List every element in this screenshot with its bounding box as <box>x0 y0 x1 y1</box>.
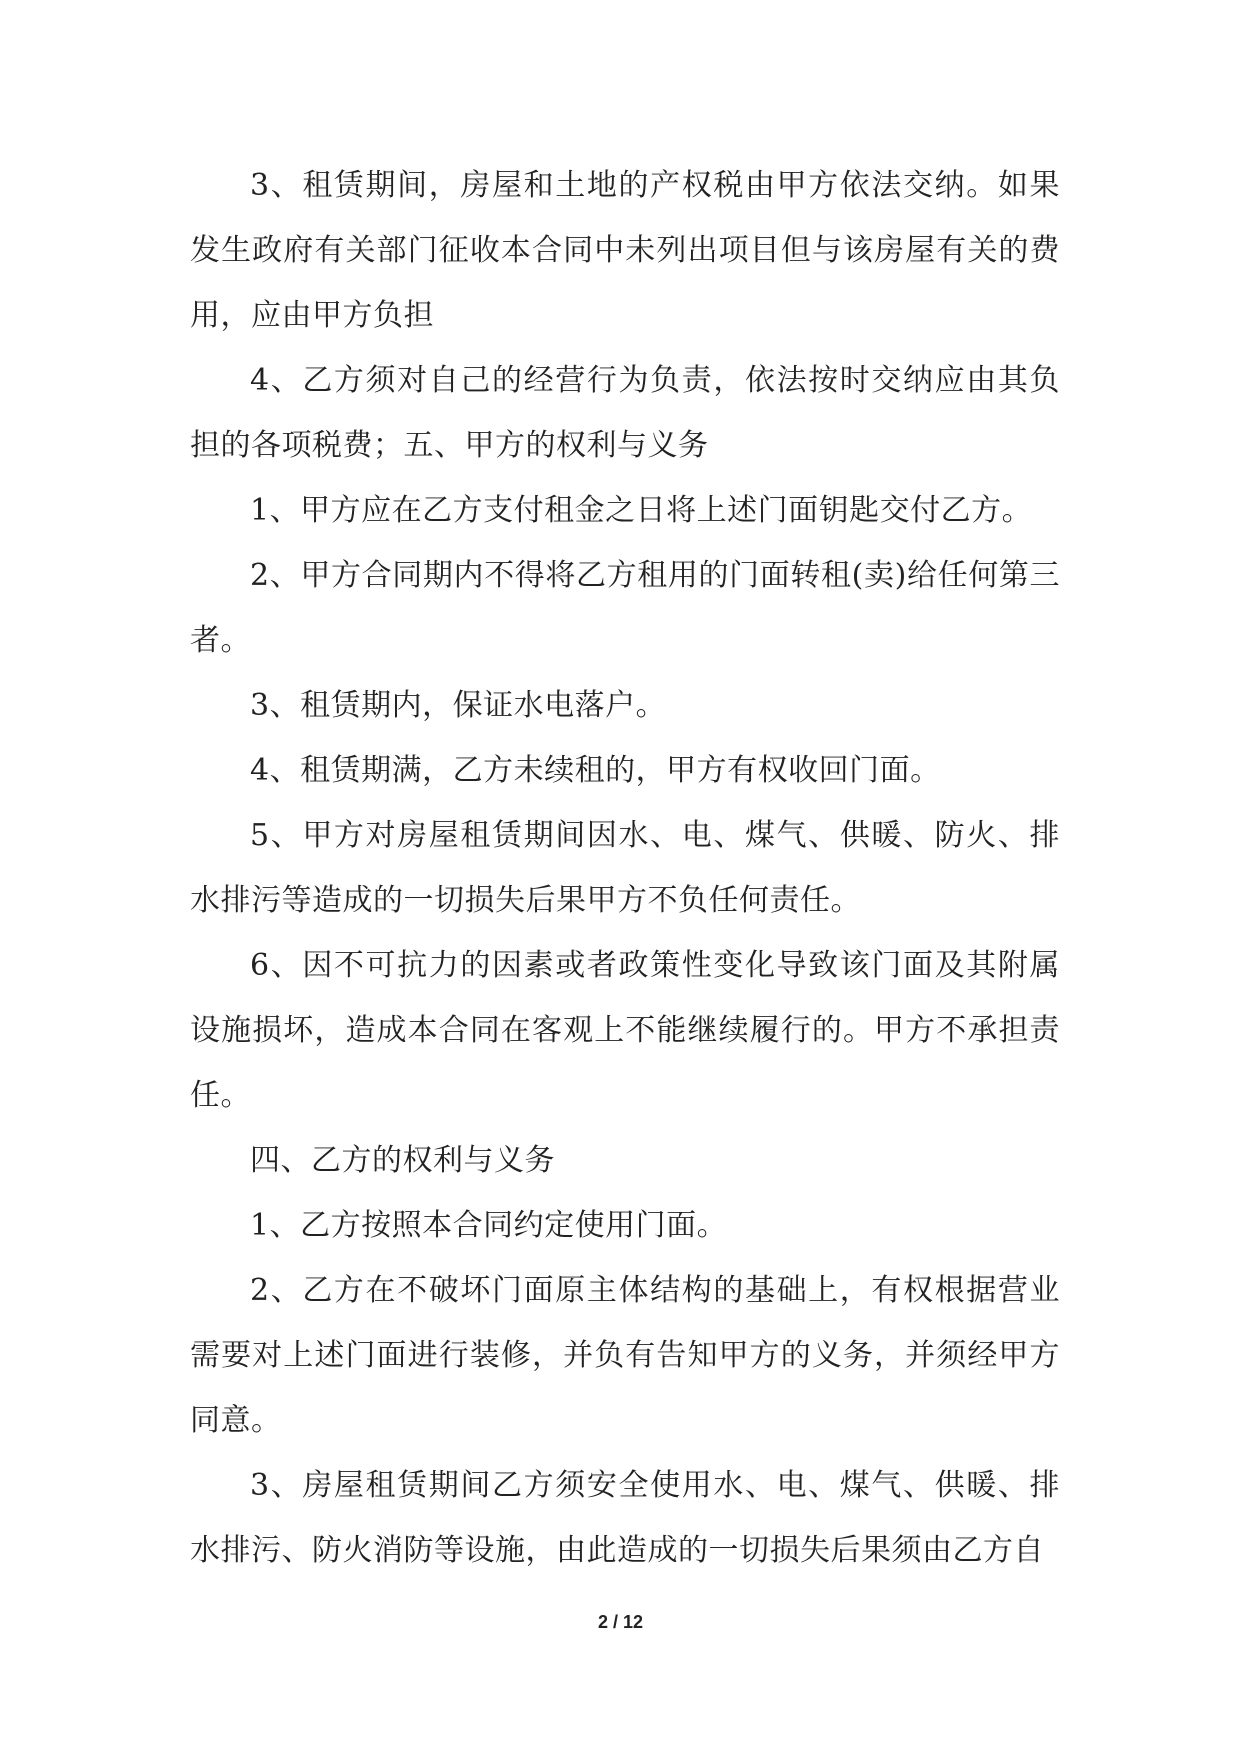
paragraph-force-majeure: 6、因不可抗力的因素或者政策性变化导致该门面及其附属设施损坏，造成本合同在客观上不能继续履行的。甲方不承担责任。 <box>190 948 1060 1113</box>
paragraph-lease-expiry: 4、租赁期满，乙方未续租的，甲方有权收回门面。 <box>250 753 941 788</box>
paragraph-tenant-business-conduct: 4、乙方须对自己的经营行为负责，依法按时交纳应由其负担的各项税费；五、甲方的权利与义务 <box>190 363 1060 463</box>
paragraph-landlord-liability: 5、甲方对房屋租赁期间因水、电、煤气、供暖、防火、排水排污等造成的一切损失后果甲方不负任何责任。 <box>190 818 1060 918</box>
section-heading-tenant-rights: 四、乙方的权利与义务 <box>250 1143 555 1178</box>
paragraph-tax-responsibility-landlord: 3、租赁期间，房屋和土地的产权税由甲方依法交纳。如果发生政府有关部门征收本合同中未列出项目但与该房屋有关的费用，应由甲方负担 <box>190 168 1060 333</box>
document-body <box>190 153 1060 1583</box>
page-number: 2 / 12 <box>597 1612 644 1632</box>
paragraph-tenant-use: 1、乙方按照本合同约定使用门面。 <box>250 1208 728 1243</box>
paragraph-tenant-renovation: 2、乙方在不破坏门面原主体结构的基础上，有权根据营业需要对上述门面进行装修，并负有告知甲方的义务，并须经甲方同意。 <box>190 1273 1060 1438</box>
paragraph-utilities: 3、租赁期内，保证水电落户。 <box>250 688 667 723</box>
paragraph-no-sublet: 2、甲方合同期内不得将乙方租用的门面转租(卖)给任何第三者。 <box>190 558 1060 658</box>
paragraph-tenant-safety: 3、房屋租赁期间乙方须安全使用水、电、煤气、供暖、排水排污、防火消防等设施，由此造成的一切损失后果须由乙方自 <box>190 1468 1060 1568</box>
paragraph-key-handover: 1、甲方应在乙方支付租金之日将上述门面钥匙交付乙方。 <box>250 493 1033 528</box>
